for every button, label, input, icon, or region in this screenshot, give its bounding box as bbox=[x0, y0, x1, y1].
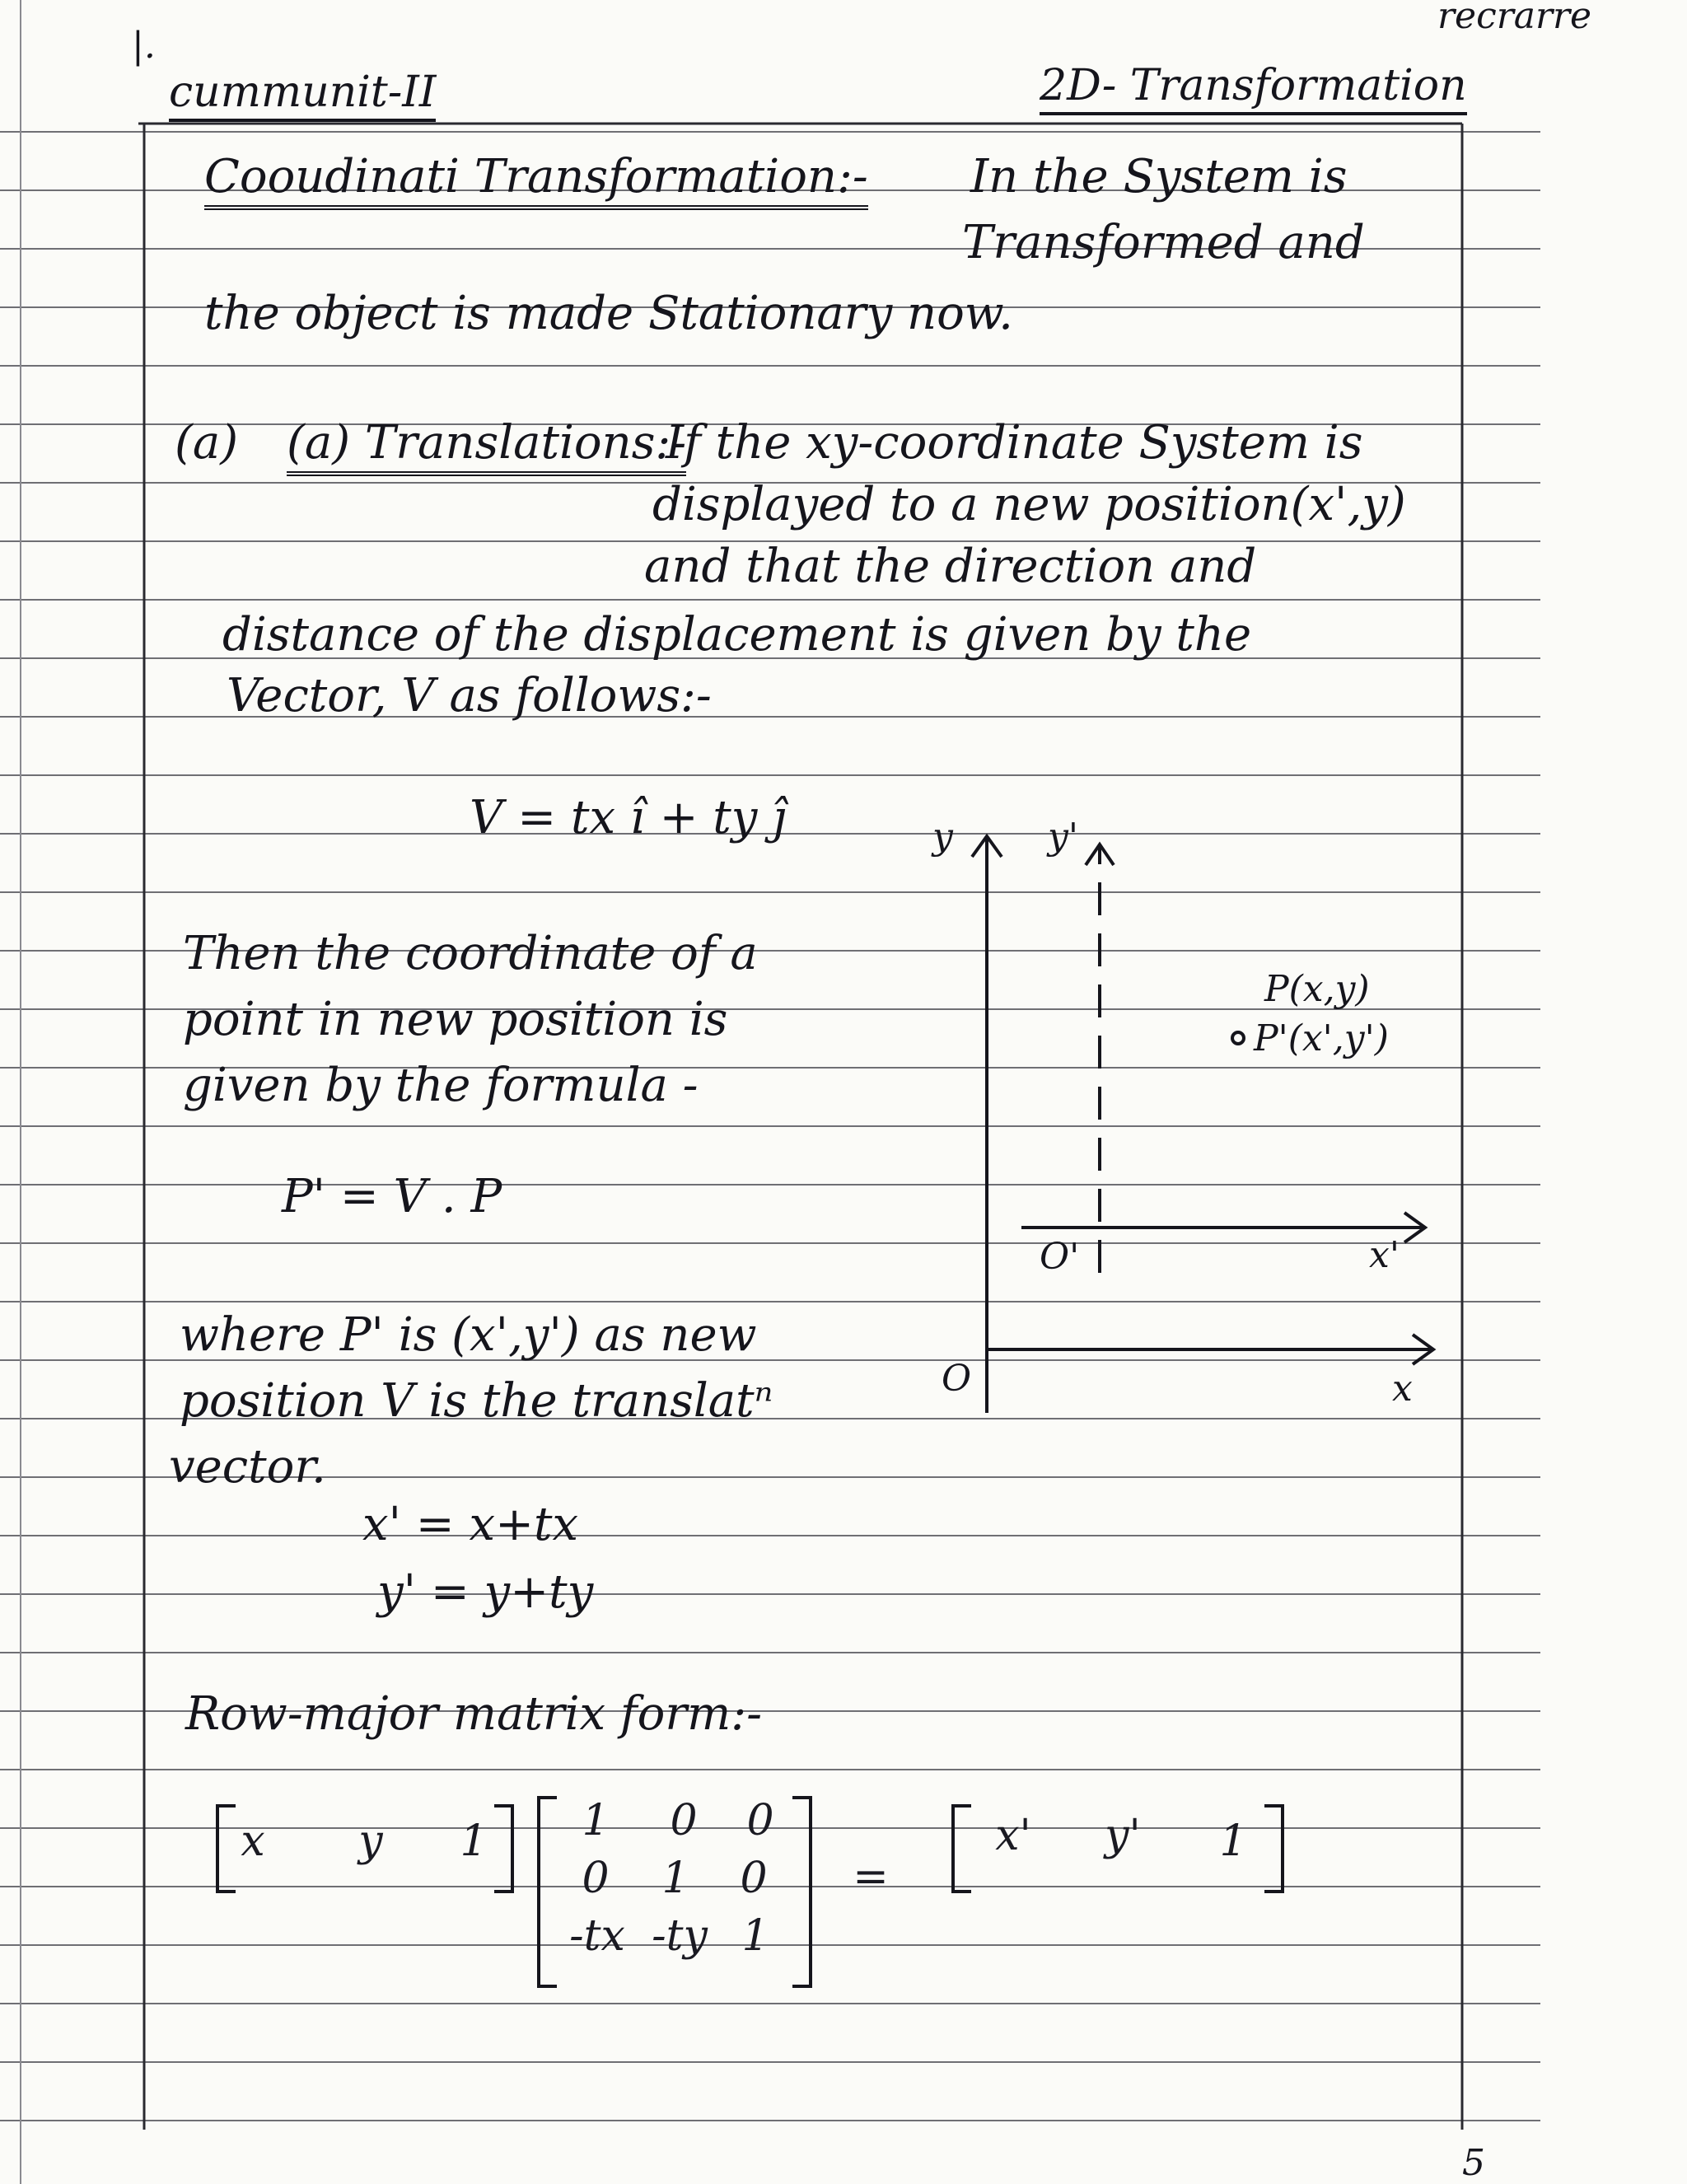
rhs-x-prime: x' bbox=[995, 1811, 1031, 1860]
translation-line-3: and that the direction and bbox=[644, 540, 1257, 593]
where-line-2: position V is the translatⁿ bbox=[180, 1374, 773, 1428]
translation-formula: P' = V . P bbox=[282, 1170, 502, 1223]
intro-line-2: Transformed and bbox=[962, 216, 1365, 269]
lhs-x: x bbox=[241, 1817, 265, 1866]
matrix-r2c2: 1 bbox=[661, 1854, 689, 1903]
rhs-one: 1 bbox=[1219, 1817, 1247, 1866]
x-axis-label: x bbox=[1392, 1368, 1413, 1410]
then-line-2: point in new position is bbox=[183, 993, 728, 1046]
equation-x: x' = x+tx bbox=[362, 1498, 579, 1551]
lhs-y: y bbox=[358, 1817, 383, 1866]
matrix-r2c3: 0 bbox=[740, 1854, 768, 1903]
row-major-heading: Row-major matrix form:- bbox=[185, 1687, 763, 1741]
header-topic: 2D- Transformation bbox=[1040, 61, 1467, 115]
vector-equation: V = tx î + ty ĵ bbox=[470, 791, 787, 844]
translation-line-2: displayed to a new position(x',y) bbox=[652, 478, 1406, 531]
y-prime-axis-label: y' bbox=[1048, 816, 1078, 858]
origin-o-label: O bbox=[942, 1358, 972, 1400]
matrix-r2c1: 0 bbox=[582, 1854, 610, 1903]
lhs-one: 1 bbox=[460, 1817, 488, 1866]
matrix-r1c2: 0 bbox=[670, 1796, 698, 1845]
translation-label: (a) Translations:- bbox=[287, 416, 686, 476]
point-p-label: P(x,y) bbox=[1264, 968, 1370, 1010]
page-number: 5 bbox=[1462, 2142, 1485, 2184]
then-line-1: Then the coordinate of a bbox=[183, 927, 758, 980]
x-prime-axis-label: x' bbox=[1369, 1234, 1400, 1276]
matrix-left-bracket bbox=[537, 1796, 557, 1988]
matrix-r3c1: -tx bbox=[569, 1911, 625, 1961]
section-title: Cooudinati Transformation:- bbox=[204, 150, 868, 210]
matrix-r3c2: -ty bbox=[652, 1911, 708, 1961]
translation-line-5: Vector, V as follows:- bbox=[227, 669, 712, 723]
corner-tick: |. bbox=[132, 25, 156, 67]
intro-line-3: the object is made Stationary now. bbox=[204, 287, 1013, 340]
translation-line-4: distance of the displacement is given by the bbox=[222, 608, 1252, 662]
rhs-y-prime: y' bbox=[1105, 1811, 1141, 1860]
matrix-r1c1: 1 bbox=[582, 1796, 610, 1845]
then-line-3: given by the formula - bbox=[183, 1059, 699, 1112]
matrix-r3c3: 1 bbox=[741, 1911, 769, 1961]
where-line-1: where P' is (x',y') as new bbox=[180, 1308, 757, 1362]
rhs-left-bracket bbox=[951, 1804, 971, 1893]
origin-o-prime-label: O' bbox=[1040, 1236, 1080, 1278]
corner-mark: recrarre bbox=[1437, 0, 1592, 37]
translation-line-1: If the xy-coordinate System is bbox=[666, 416, 1363, 470]
header-unit: cummunit-II bbox=[169, 68, 436, 122]
point-p-prime-label: P'(x',y') bbox=[1254, 1017, 1389, 1059]
matrix-r1c3: 0 bbox=[746, 1796, 774, 1845]
intro-line-1: In the System is bbox=[970, 150, 1348, 203]
y-axis-label: y bbox=[932, 816, 953, 858]
equals-sign: = bbox=[853, 1852, 889, 1901]
equation-y: y' = y+ty bbox=[377, 1565, 594, 1619]
where-line-3: vector. bbox=[169, 1440, 326, 1494]
translation-label-prefix: (a) bbox=[175, 416, 239, 470]
